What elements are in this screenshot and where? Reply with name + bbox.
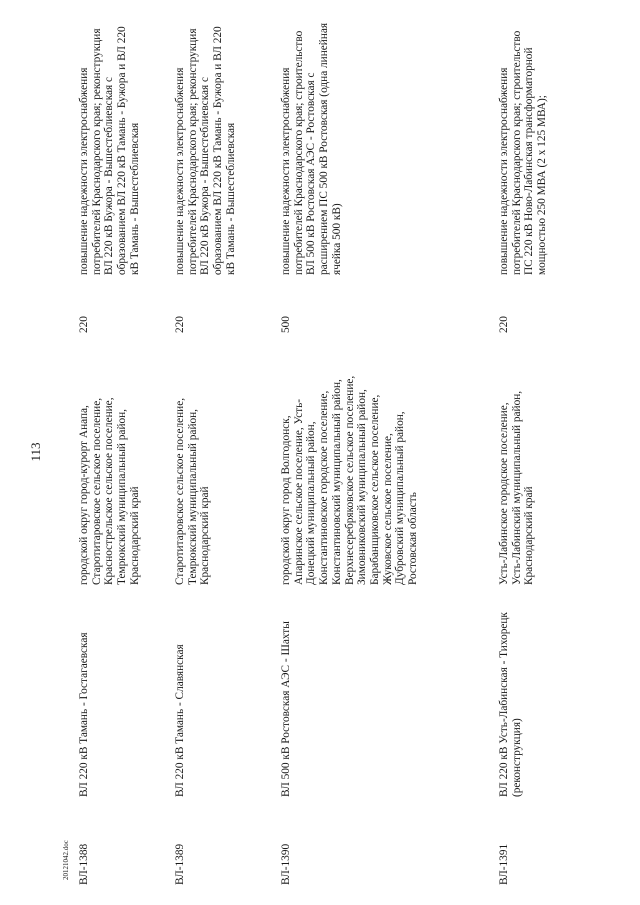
facility-purpose: повышение надежности электроснабжения потребителей Краснодарского края; строительство ПС 220 кВ Ново-Лабинская трансформаторной мощностью 250 МВА (2 x 125 МВА); — [498, 30, 549, 275]
facility-voltage: 220 — [498, 316, 510, 333]
facility-location: городской округ город-курорт Анапа, Старотитаровское сельское поселение, Краснострельское сельское поселение, Темрюкский муниципальный район, Краснодарский край — [78, 397, 141, 585]
page-number: 113 — [28, 442, 43, 462]
facility-code: ВЛ-1390 — [280, 843, 292, 885]
facility-name: ВЛ 220 кВ Тамань - Славянская — [174, 644, 186, 797]
facility-purpose: повышение надежности электроснабжения потребителей Краснодарского края; реконструкция ВЛ 220 кВ Бужора - Вышестеблиевская с образованием ВЛ 220 кВ Тамань - Бужора и ВЛ 220 кВ Тамань - Вышестеблиевская — [78, 26, 141, 275]
facility-location: Усть-Лабинское городское поселение, Усть-Лабинский муниципальный район, Краснодарский край — [498, 390, 536, 585]
facility-name: ВЛ 500 кВ Ростовская АЭС - Шахты — [280, 621, 292, 797]
facility-voltage: 220 — [174, 316, 186, 333]
facility-voltage: 220 — [78, 316, 90, 333]
facility-name: ВЛ 220 кВ Тамань - Гостагаевская — [78, 632, 90, 797]
facility-name: ВЛ 220 кВ Усть-Лабинская - Тихорецк (реконструкция) — [498, 612, 523, 797]
facility-purpose: повышение надежности электроснабжения потребителей Краснодарского края; строительство ВЛ 500 кВ Ростовская АЭС - Ростовская с расширением ПС 500 кВ Ростовская (одна линейная ячейка 500 кВ) — [280, 22, 343, 275]
facility-location: городской округ город Волгодонск, Апаринское сельское поселение, Усть-Донецкий муниципальный район, Константиновское городское поселение, Константиновский муниципальный район, Верхнесеребряковское сельское поселение, Зимовниковский муниципальный район, Барабанщиковское сельское поселение, Жуковское сельское поселение, Дубровский муниципальный район, Ростовская область — [280, 375, 420, 585]
facility-location: Старотитаровское сельское поселение, Темрюкский муниципальный район, Краснодарский край — [174, 397, 212, 585]
facility-code: ВЛ-1388 — [78, 843, 90, 885]
facility-code: ВЛ-1391 — [498, 843, 510, 885]
facility-code: ВЛ-1389 — [174, 843, 186, 885]
document-footer: 20121042.doc — [62, 840, 70, 880]
facility-purpose: повышение надежности электроснабжения потребителей Краснодарского края; реконструкция ВЛ 220 кВ Бужора - Вышестеблиевская с образованием ВЛ 220 кВ Тамань - Бужора и ВЛ 220 кВ Тамань - Вышестеблиевская — [174, 26, 237, 275]
facility-voltage: 500 — [280, 316, 292, 333]
facilities-table — [70, 15, 630, 885]
